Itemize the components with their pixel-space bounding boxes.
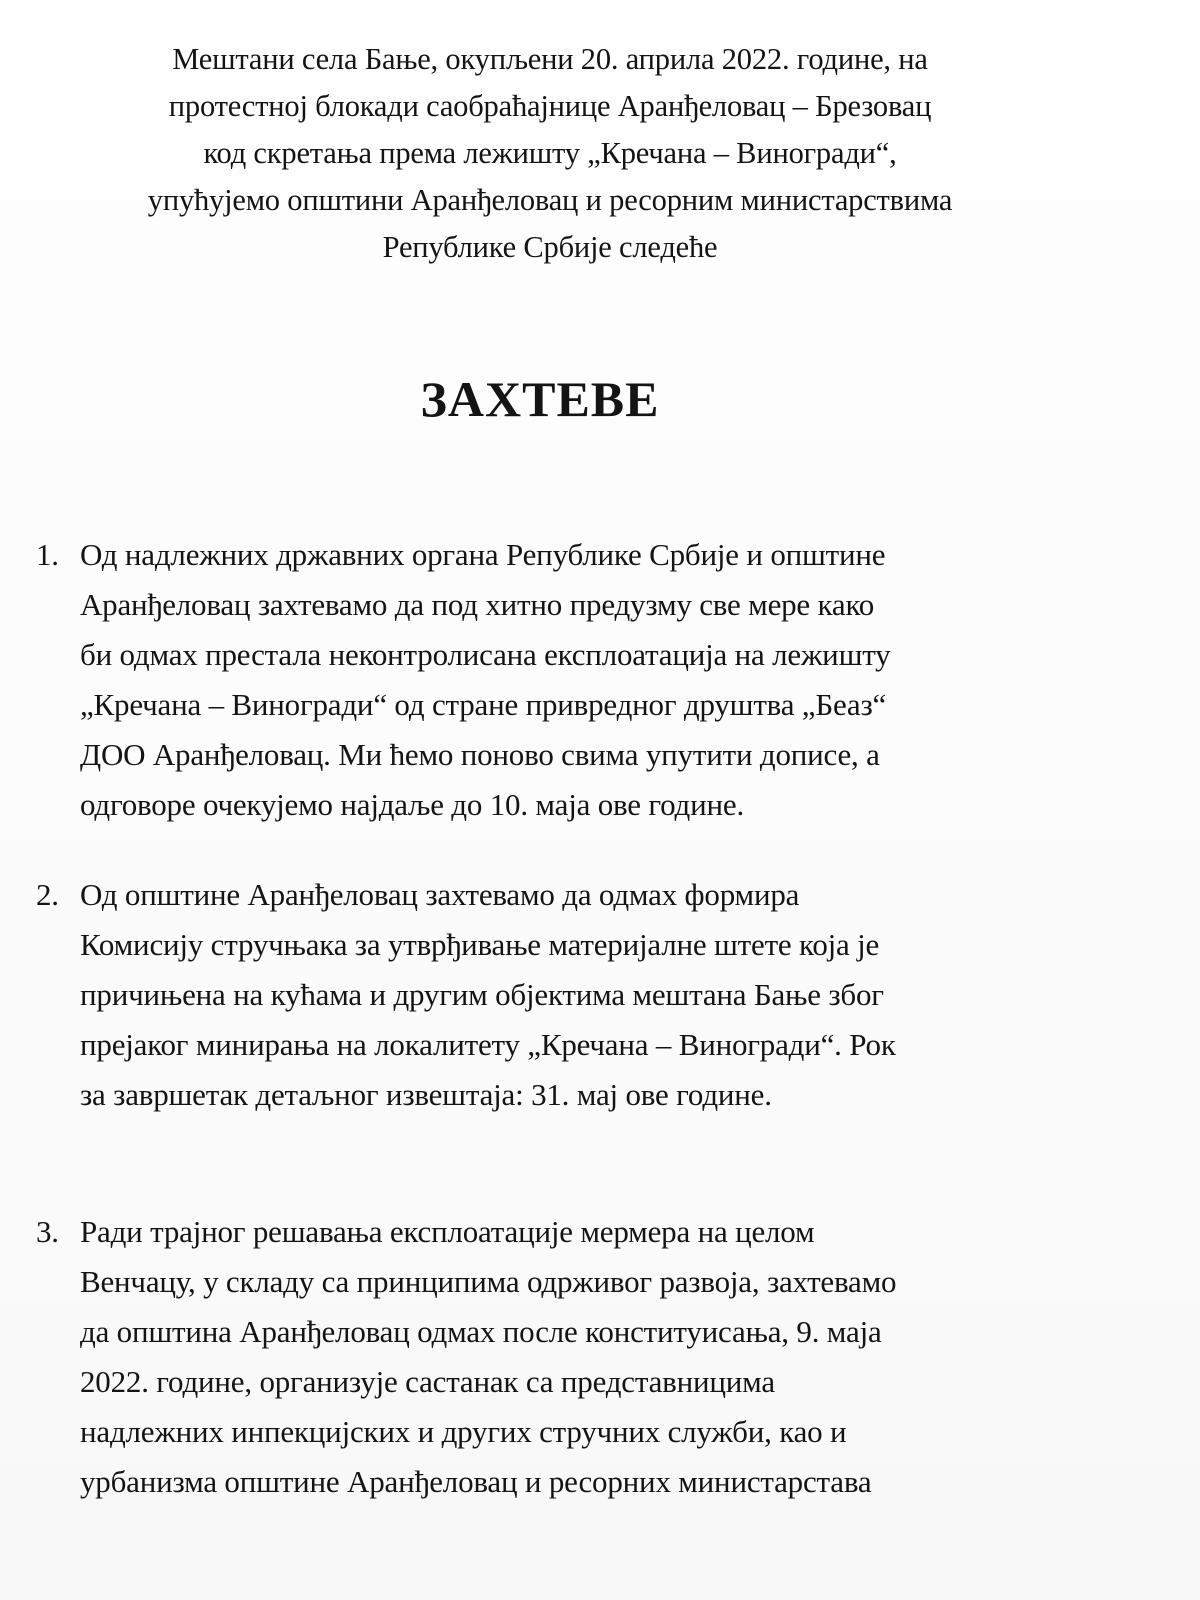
demand-item-3 (36, 1207, 1156, 1507)
demand-line: Ради трајног решавања експлоатације мермера на целом (80, 1214, 815, 1249)
demand-line: за завршетак детаљног извештаја: 31. мај ове године. (80, 1077, 772, 1112)
demand-text (80, 870, 1156, 1120)
demand-item-1 (36, 530, 1156, 830)
demand-line: надлежних инпекцијских и других стручних служби, као и (80, 1414, 847, 1449)
intro-line: Републике Србије следеће (382, 230, 718, 264)
intro-line: код скретања према лежишту „Кречана – Виногради“, (203, 136, 897, 170)
demand-number: 2. (36, 877, 59, 912)
demand-line: Аранђеловац захтевамо да под хитно предузму све мере како (80, 587, 875, 622)
document-heading: ЗАХТЕВЕ (420, 371, 660, 427)
intro-paragraph (0, 36, 1100, 271)
demand-line: Од надлежних државних органа Републике Србије и општине (80, 537, 886, 572)
demand-line: ДОО Аранђеловац. Ми ћемо поново свима упутити дописе, а (80, 737, 880, 772)
demand-text (80, 1207, 1156, 1507)
demand-line: причињена на кућама и другим објектима мештана Бање због (80, 977, 884, 1012)
demand-line: би одмах престала неконтролисана експлоатација на лежишту (80, 637, 891, 672)
demand-line: „Кречана – Виногради“ од стране привредног друштва „Беаз“ (80, 687, 887, 722)
demand-line: Од општине Аранђеловац захтевамо да одмах формира (80, 877, 800, 912)
demand-line: Комисију стручњака за утврђивање материјалне штете која је (80, 927, 880, 962)
intro-line: упућујемо општини Аранђеловац и ресорним министарствима (147, 183, 953, 217)
demand-line: 2022. године, организује састанак са представницима (80, 1364, 775, 1399)
intro-line: протестној блокади саобраћајнице Аранђеловац – Брезовац (168, 89, 932, 123)
demand-item-2 (36, 870, 1156, 1120)
demand-line: прејаког минирања на локалитету „Кречана – Виногради“. Рок (80, 1027, 896, 1062)
intro-line: Мештани села Бање, окупљени 20. априла 2022. године, на (172, 42, 928, 76)
demand-line: Венчацу, у складу са принципима одрживог развоја, захтевамо (80, 1264, 897, 1299)
demand-number: 3. (36, 1214, 59, 1249)
demand-text (80, 530, 1156, 830)
demand-number: 1. (36, 537, 59, 572)
demand-line: одговоре очекујемо најдаље до 10. маја ове године. (80, 787, 744, 822)
demand-line: урбанизма општине Аранђеловац и ресорних министарстава (80, 1464, 872, 1499)
demand-line: да општина Аранђеловац одмах после конституисања, 9. маја (80, 1314, 882, 1349)
